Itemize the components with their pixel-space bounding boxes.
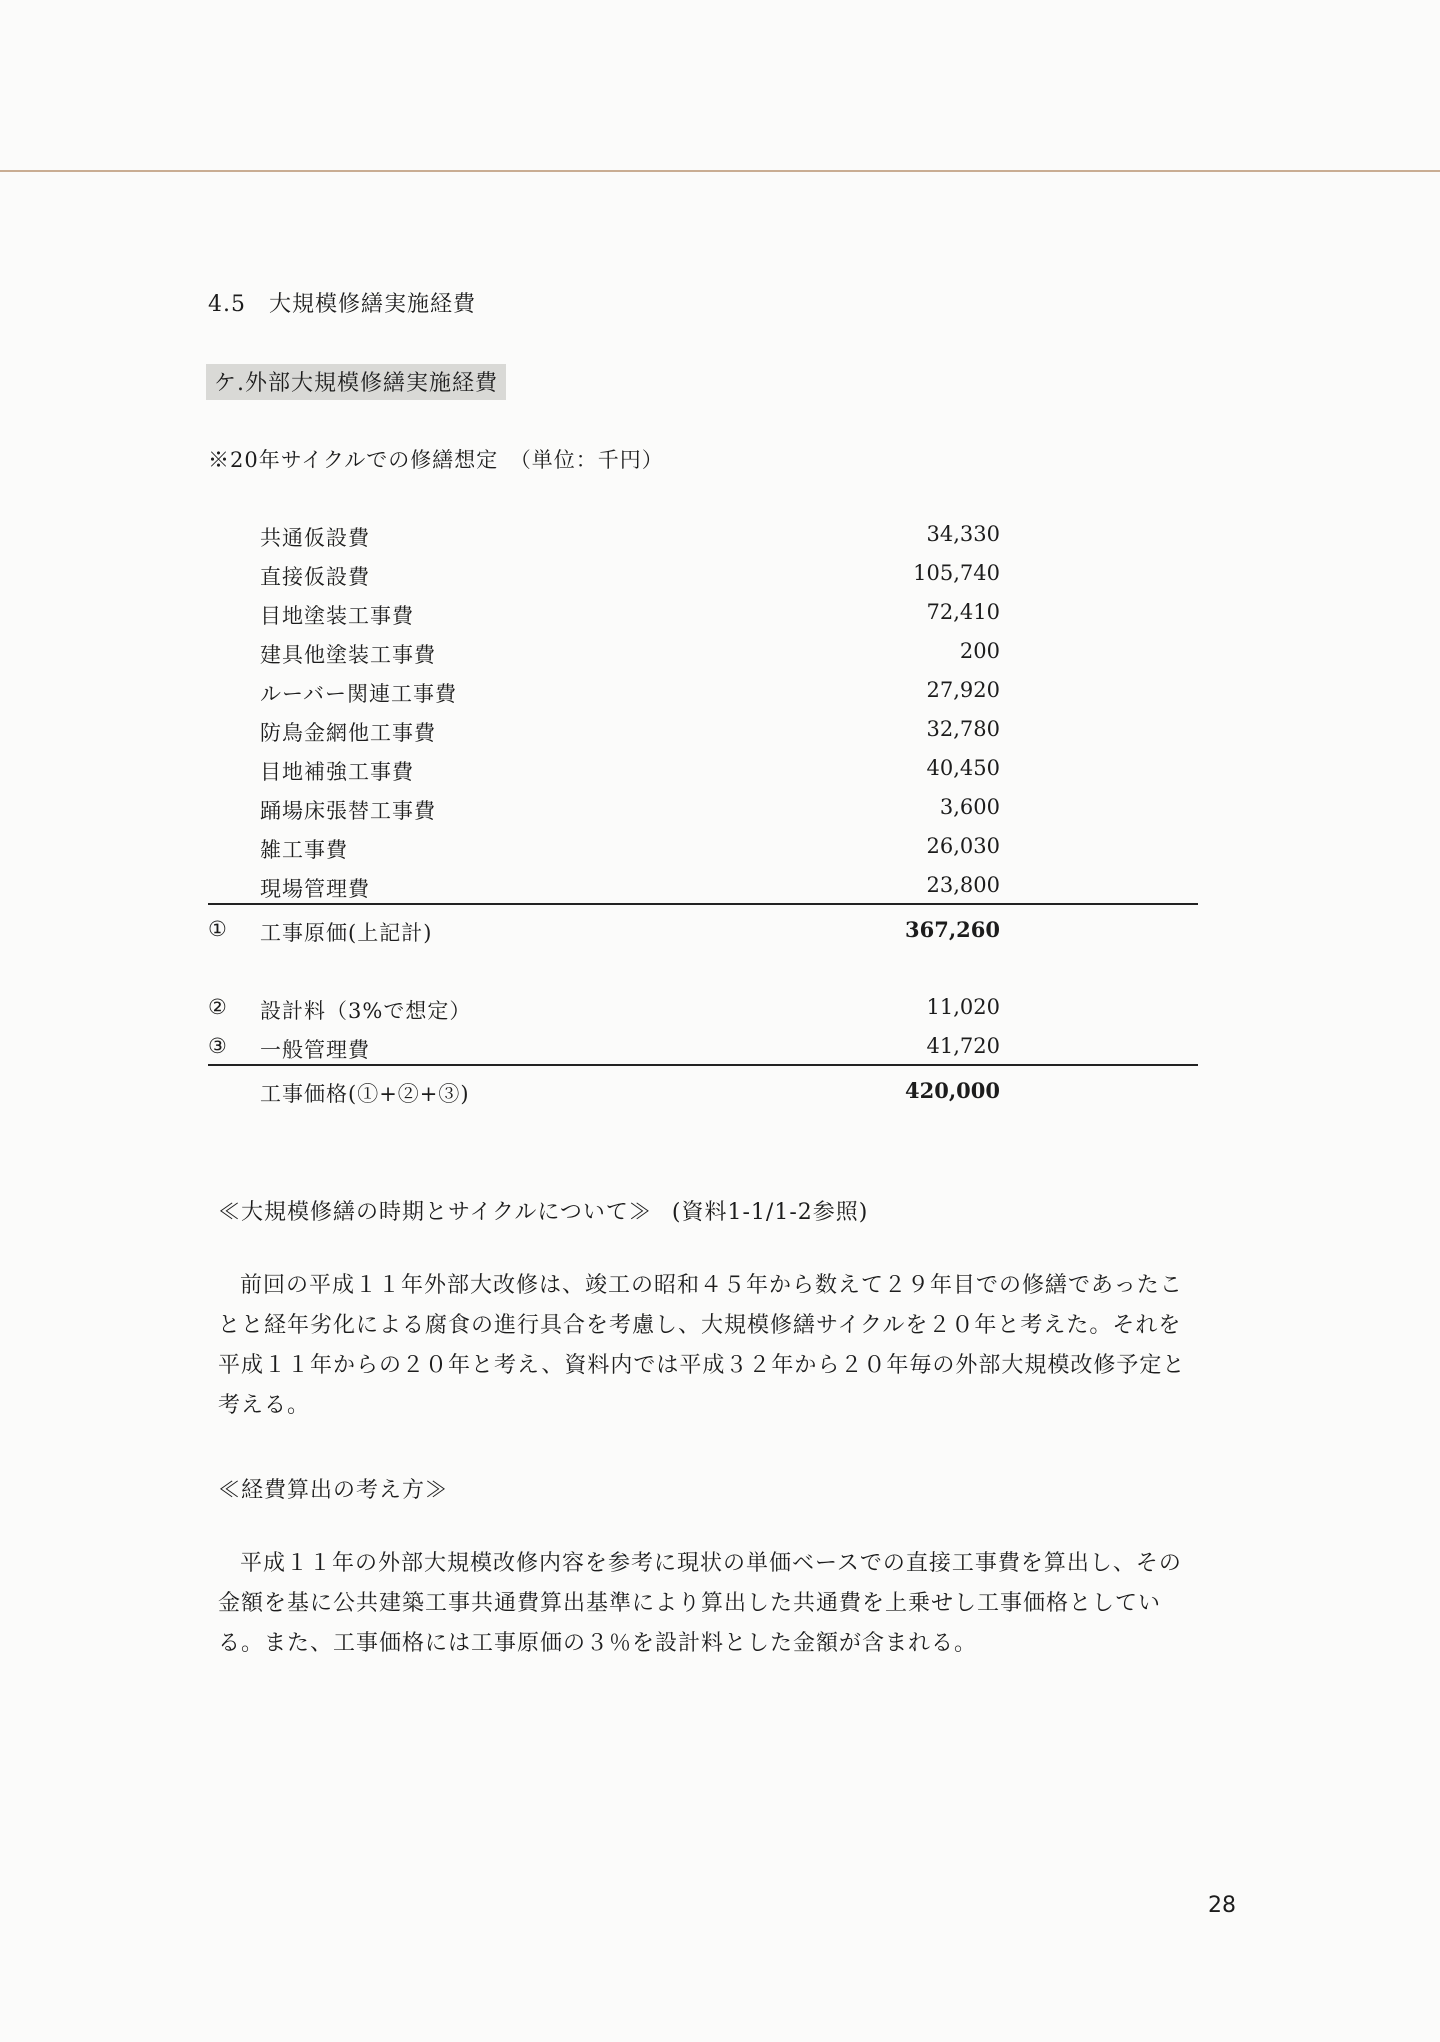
cost-item-value: 72,410 <box>926 600 1000 624</box>
cost-item-label: 現場管理費 <box>260 877 370 901</box>
cost-item-value: 105,740 <box>913 561 1000 585</box>
subtotal-row <box>208 917 1000 955</box>
cost-item-value: 26,030 <box>926 834 1000 858</box>
cost-item-value: 34,330 <box>926 522 1000 546</box>
timing-paragraph-block <box>218 1266 1200 1426</box>
subsection-title: ケ.外部大規模修繕実施経費 <box>206 364 506 400</box>
addition-mark: ② <box>208 995 227 1019</box>
header-rule <box>0 170 1440 172</box>
cost-item-label: ルーバー関連工事費 <box>260 682 457 706</box>
cost-item-value: 40,450 <box>926 756 1000 780</box>
cost-item-value: 23,800 <box>926 873 1000 897</box>
cost-basis-paragraph-block <box>218 1544 1200 1664</box>
cost-item-label: 防鳥金網他工事費 <box>260 721 436 745</box>
cost-basis-paragraph: 平成１１年の外部大規模改修内容を参考に現状の単価ベースでの直接工事費を算出し、その金額を基に公共建築工事共通費算出基準により算出した共通費を上乗せし工事価格としている。また、工事価格には工事原価の３％を設計料とした金額が含まれる。 <box>218 1551 1182 1656</box>
addition-value: 11,020 <box>926 995 1000 1019</box>
cost-item-label: 直接仮設費 <box>260 565 370 589</box>
cost-item-row <box>260 756 1000 794</box>
total-value: 420,000 <box>905 1078 1000 1103</box>
cost-item-row <box>260 834 1000 872</box>
total-label: 工事価格(①+②+③) <box>260 1082 470 1106</box>
addition-label: 設計料（3%で想定） <box>260 999 472 1023</box>
cost-item-row <box>260 600 1000 638</box>
cost-item-row <box>260 678 1000 716</box>
subtotal-rule <box>208 903 1198 905</box>
addition-mark: ③ <box>208 1034 227 1058</box>
cost-item-row <box>260 561 1000 599</box>
page-number: 28 <box>1208 1893 1236 1918</box>
cost-item-value: 200 <box>959 639 1000 663</box>
cost-basis-heading: ≪経費算出の考え方≫ <box>218 1478 449 1503</box>
addition-row <box>208 995 1000 1033</box>
subtotal-value: 367,260 <box>905 917 1000 942</box>
cost-item-label: 目地補強工事費 <box>260 760 414 784</box>
cost-item-row <box>260 639 1000 677</box>
subtotal-label: 工事原価(上記計) <box>260 921 433 945</box>
timing-heading <box>218 1195 868 1226</box>
total-rule <box>208 1064 1198 1066</box>
addition-row <box>208 1034 1000 1072</box>
cost-item-label: 共通仮設費 <box>260 526 370 550</box>
cost-item-row <box>260 873 1000 911</box>
addition-label: 一般管理費 <box>260 1038 370 1062</box>
section-heading: 4.5 大規模修繕実施経費 <box>208 292 476 317</box>
total-row <box>208 1078 1000 1116</box>
timing-reference: (資料1-1/1-2参照) <box>671 1200 869 1225</box>
cost-item-label: 建具他塗装工事費 <box>260 643 436 667</box>
cost-item-value: 3,600 <box>939 795 1000 819</box>
cost-item-label: 雑工事費 <box>260 838 348 862</box>
cost-item-label: 目地塗装工事費 <box>260 604 414 628</box>
cost-item-row <box>260 795 1000 833</box>
cost-item-value: 32,780 <box>926 717 1000 741</box>
cost-item-label: 踊場床張替工事費 <box>260 799 436 823</box>
timing-paragraph: 前回の平成１１年外部大改修は、竣工の昭和４５年から数えて２９年目での修繕であったことと経年劣化による腐食の進行具合を考慮し、大規模修繕サイクルを２０年と考えた。それを平成１１年からの２０年と考え、資料内では平成３２年から２０年毎の外部大規模改修予定と考える。 <box>218 1273 1186 1418</box>
cost-item-row <box>260 717 1000 755</box>
timing-heading-text: ≪大規模修繕の時期とサイクルについて≫ <box>218 1200 652 1225</box>
cycle-note: ※20年サイクルでの修繕想定 （単位：千円） <box>208 448 664 472</box>
cost-item-value: 27,920 <box>926 678 1000 702</box>
addition-value: 41,720 <box>926 1034 1000 1058</box>
cost-item-row <box>260 522 1000 560</box>
subtotal-mark: ① <box>208 917 227 941</box>
